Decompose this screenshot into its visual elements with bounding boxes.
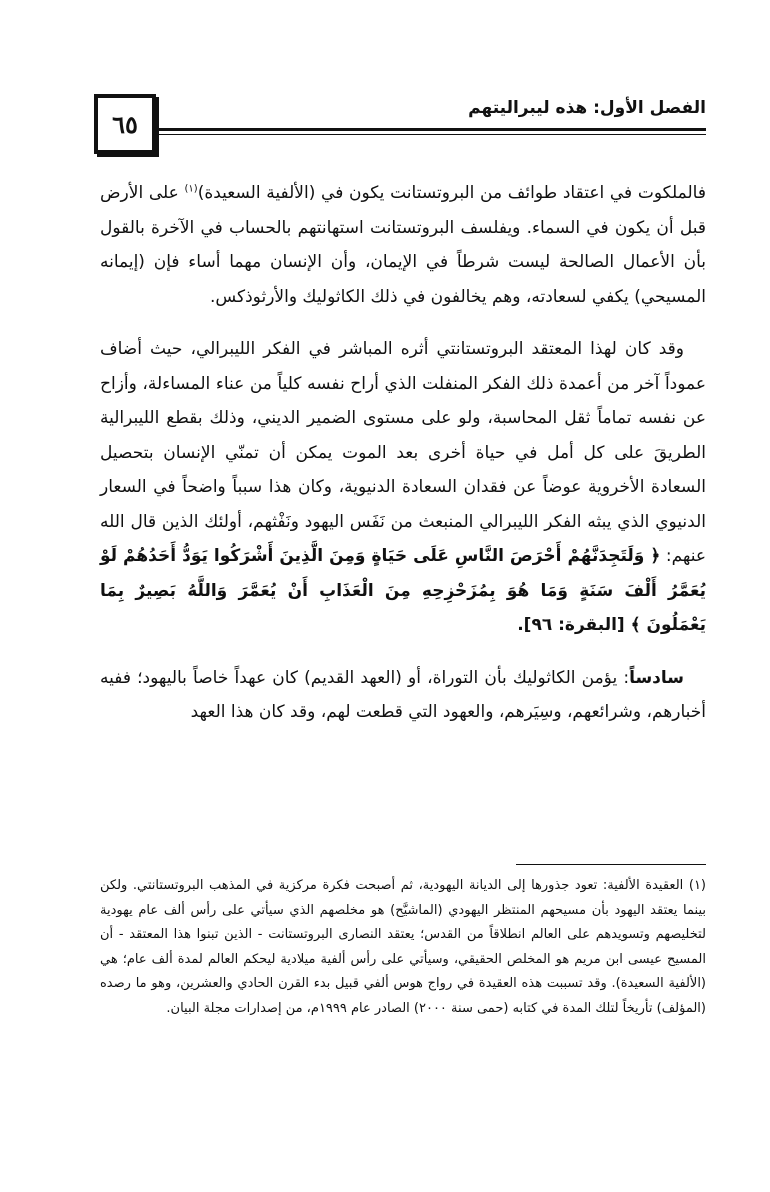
page-header <box>94 94 706 156</box>
paragraph-3-text: : يؤمن الكاثوليك بأن التوراة، أو (العهد القديم) كان عهداً خاصاً باليهود؛ ففيه أخبارهم، وشرائعهم، وسِيَرهم، والعهود التي قطعت لهم، وقد كان هذا العهد <box>100 667 706 722</box>
scan-mark <box>114 64 136 74</box>
paragraph-1 <box>100 176 706 314</box>
footnote-ref-1: (١) <box>184 183 198 195</box>
paragraph-2 <box>100 332 706 643</box>
main-text <box>100 176 706 748</box>
verse-citation: [البقرة: ٩٦]. <box>517 615 631 635</box>
quran-verse: ﴿ وَلَتَجِدَنَّهُمْ أَحْرَصَ النَّاسِ عَلَى حَيَاةٍ وَمِنَ الَّذِينَ أَشْرَكُوا يَوَدُّ أَحَدُهُمْ لَوْ يُعَمَّرُ أَلْفَ سَنَةٍ وَمَا هُوَ بِمُزَحْزِحِهِ مِنَ الْعَذَابِ أَنْ يُعَمَّرَ وَاللَّهُ بَصِيرٌ بِمَا يَعْمَلُونَ ﴾ <box>100 546 706 635</box>
header-rule-thick <box>156 128 706 131</box>
page-number: ٦٥ <box>94 94 156 154</box>
header-rule-thin <box>156 134 706 135</box>
footnote-1: (١) العقيدة الألفية: تعود جذورها إلى الديانة اليهودية، ثم أصبحت فكرة مركزية في المذهب البروتستانتي. ولكن بينما يعتقد اليهود بأن مسيحهم المنتظر اليهودي (الماشيَّح) هو مخلصهم الذي سيأتي على رأس ألف عام يهودية لتخليصهم وتسويدهم على العالم انطلاقاً من القدس؛ يعتقد النصارى البروتستانت - الذين تبنوا هذا المعتقد - أن المسيح عيسى ابن مريم هو المخلص الحقيقي، وسيأتي على رأس ألفية ميلادية ليحكم العالم لمدة ألف عام؛ هي (الألفية السعيدة). وقد تسببت هذه العقيدة في رواج هوس ألفي قبيل بدء القرن الحادي والعشرين، وهو ما رصده (المؤلف) تأريخاً لتلك المدة في كتابه (حمى سنة ٢٠٠٠) الصادر عام ١٩٩٩م، من إصدارات مجلة البيان. <box>100 878 706 1016</box>
paragraph-1-rest: على الأرض قبل أن يكون في السماء. ويفلسف البروتستانت استهانتهم بالحساب في الآخرة بالقول بأن الأعمال الصالحة ليست شرطاً في الإيمان، وأن الإنسان مهما أساء فإن (إيمانه المسيحي) يكفي لسعادته، وهم يخالفون في ذلك الكاثوليك والأرثوذكس. <box>100 183 706 307</box>
paragraph-1-text: فالملكوت في اعتقاد طوائف من البروتستانت يكون في (الألفية السعيدة) <box>197 183 706 203</box>
footnotes <box>100 874 706 1021</box>
footnote-separator <box>516 864 706 865</box>
paragraph-2-text: وقد كان لهذا المعتقد البروتستانتي أثره المباشر في الفكر الليبرالي، حيث أضاف عموداً آخر من أعمدة ذلك الفكر المنفلت الذي أراح نفسه كلياً من عناء المساءلة، وأزاح عن نفسه تماماً ثقل المحاسبة، ولو على مستوى الضمير الديني، وذلك بقطع الليبرالية الطريقَ على كل أمل في حياة أخرى بعد الموت يمكن أن تمنّي الإنسان بتحصيل السعادة الأخروية عوضاً عن فقدان السعادة الدنيوية، وكان هذا سبباً واضحاً في السعار الدنيوي الذي يبثه الفكر الليبرالي المنبعث من نَفَس اليهود ونَفْثهم، أولئك الذين قال الله عنهم: <box>100 339 706 566</box>
chapter-title: الفصل الأول: هذه ليبراليتهم <box>462 98 706 118</box>
paragraph-3-lead: سادساً <box>629 667 684 688</box>
paragraph-3 <box>100 661 706 730</box>
